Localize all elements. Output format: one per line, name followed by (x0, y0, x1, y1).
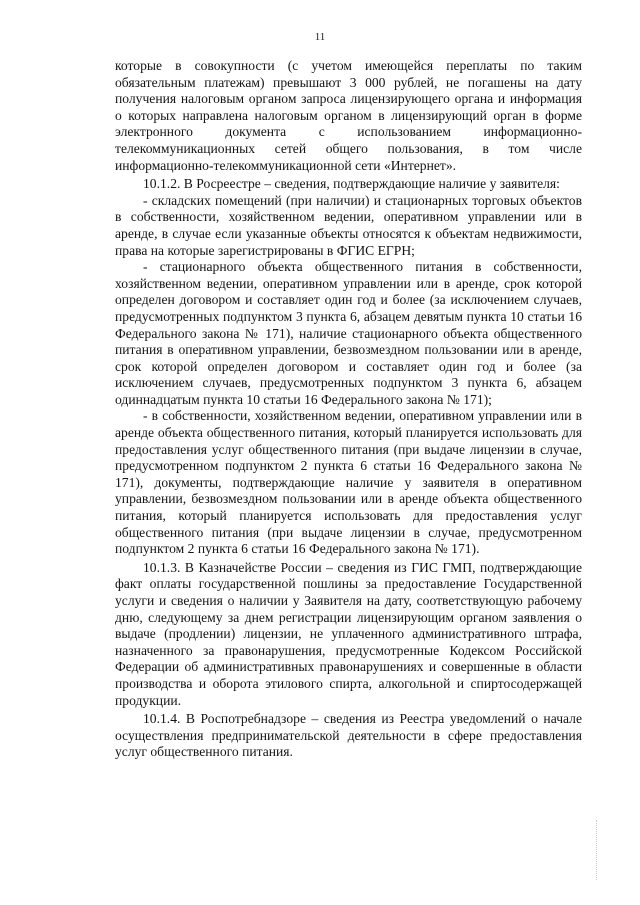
paragraph-tax-debt-continuation: которые в совокупности (с учетом имеющейся переплаты по таким обязательным платежам) превышают 3 000 рублей, не погашены на дату получения налоговым органом запроса лицензирующего органа и информация о которых направлена налоговым органом в лицензирующий орган в форме электронного документа с использованием информационно-телекоммуникационных сетей общего пользования, в том числе информационно-телекоммуникационной сети «Интернет». (115, 58, 582, 173)
paragraph-section-10-1-4: 10.1.4. В Роспотребнадзоре – сведения из Реестра уведомлений о начале осуществления предпринимательской деятельности в сфере предоставления услуг общественного питания. (115, 711, 582, 760)
page-number: 11 (314, 31, 326, 43)
margin-dot-trail (596, 820, 601, 880)
paragraph-warehouse-premises: - складских помещений (при наличии) и стационарных торговых объектов в собственности, хозяйственном ведении, оперативном управлении или в аренде, в случае если указанные объекты относятся к объектам недвижимости, права на которые зарегистрированы в ФГИС ЕГРН; (115, 192, 582, 258)
document-body (115, 58, 582, 761)
paragraph-section-10-1-3: 10.1.3. В Казначействе России – сведения из ГИС ГМП, подтверждающие факт оплаты государственной пошлины за предоставление Государственной услуги и сведения о наличии у Заявителя на дату, соответствующую рабочему дню, следующему за днем регистрации лицензирующим органом заявления о выдаче (продлении) лицензии, не уплаченного административного штрафа, назначенного за правонарушения, предусмотренные Кодексом Российской Федерации об административных правонарушениях и совершенные в области производства и оборота этилового спирта, алкогольной и спиртосодержащей продукции. (115, 559, 582, 708)
paragraph-section-10-1-2: 10.1.2. В Росреестре – сведения, подтверждающие наличие у заявителя: (143, 176, 560, 192)
paragraph-stationary-catering-object: - стационарного объекта общественного питания в собственности, хозяйственном ведении, оперативном управлении или в аренде, срок которой определен договором и составляет один год и более (за исключением случаев, предусмотренных подпунктом 3 пункта 6, абзацем девятым пункта 10 статьи 16 Федерального закона № 171), наличие стационарного объекта общественного питания в оперативном управлении, безвозмездном пользовании или в аренде, срок которой определен договором и составляет один год и более (за исключением случаев, предусмотренных подпунктом 3 пункта 6, абзацем одиннадцатым пункта 10 статьи 16 Федерального закона № 171); (115, 259, 582, 407)
paragraph-planned-catering-object: - в собственности, хозяйственном ведении, оперативном управлении или в аренде объекта общественного питания, который планируется использовать для предоставления услуг общественного питания (при выдаче лицензии в случае, предусмотренном подпунктом 2 пункта 6 статьи 16 Федерального закона № 171), документы, подтверждающие наличие у заявителя в оперативном управлении, безвозмездном пользовании или в аренде объекта общественного питания, который планируется использовать для предоставления услуг общественного питания (при выдаче лицензии в случае, предусмотренном подпунктом 2 пункта 6 статьи 16 Федерального закона № 171). (115, 408, 582, 557)
